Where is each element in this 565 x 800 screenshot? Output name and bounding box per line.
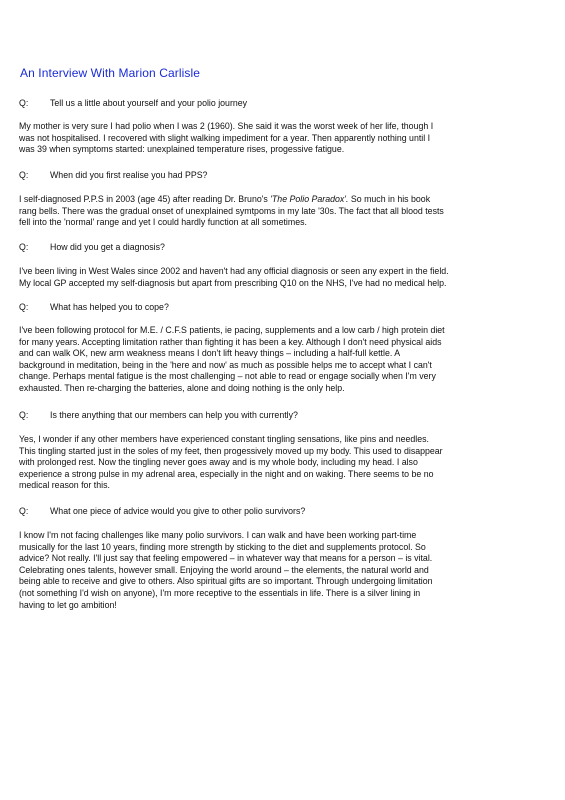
answer-5 xyxy=(19,434,549,492)
answer-line: I've been living in West Wales since 2002 and haven't had any official diagnosis or seen any expert in the field. xyxy=(19,266,449,276)
question-label: Q: xyxy=(19,98,29,108)
question-text: Is there anything that our members can help you with currently? xyxy=(50,410,298,420)
answer-line: exhausted. Then re-charging the batteries, alone and doing nothing is the only help. xyxy=(19,382,345,393)
answer-4 xyxy=(19,325,549,395)
answer-line: fell into the 'normal' range and yet I could hardly function at all sometimes. xyxy=(19,217,307,228)
answer-line: being able to receive and give to others. Also spiritual gifts are so important. Through undergoing limitation xyxy=(19,576,433,587)
question-1 xyxy=(19,98,247,109)
question-label: Q: xyxy=(19,410,29,420)
answer-line: and can walk OK, new arm weakness means I don't lift heavy things – including a half-full kettle. A xyxy=(19,348,401,359)
question-label: Q: xyxy=(19,302,29,312)
question-label: Q: xyxy=(19,506,29,516)
answer-2 xyxy=(19,194,549,229)
answer-line: medical reason for this. xyxy=(19,480,110,491)
question-text: What has helped you to cope? xyxy=(50,302,169,312)
answer-line: I know I'm not facing challenges like many polio survivors. I can walk and have been working part-time xyxy=(19,530,417,540)
answer-line: musically for the last 10 years, finding more strength by sticking to the diet and supplements protocol. So xyxy=(19,541,426,552)
answer-line: advice? Not really. I'll just say that feeling empowered – in whatever way that means for a person – is vital. xyxy=(19,553,433,564)
question-5 xyxy=(19,410,298,421)
answer-line: was not hospitalised. I recovered with slight walking impediment for a year. Then apparently nothing until I xyxy=(19,132,431,143)
question-label: Q: xyxy=(19,170,29,180)
book-title: 'The Polio Paradox'. xyxy=(270,194,349,204)
answer-line: change. Perhaps mental fatigue is the most challenging – not able to read or engage socially when I'm very xyxy=(19,371,436,382)
answer-line: Celebrating ones talents, however small. Enjoying the world around – the elements, the natural world and xyxy=(19,564,429,575)
answer-line: My mother is very sure I had polio when I was 2 (1960). She said it was the worst week of her life, though I xyxy=(19,121,434,131)
answer-line: having to let go ambition! xyxy=(19,599,117,610)
answer-line: with prolonged rest. Now the tingling never goes away and is my whole body, including my head. I also xyxy=(19,457,418,468)
answer-3 xyxy=(19,266,549,289)
question-label: Q: xyxy=(19,242,29,252)
question-3 xyxy=(19,242,165,253)
answer-line: rang bells. There was the gradual onset of unexplained symtpoms in my late '30s. The fact that all blood tests xyxy=(19,205,444,216)
page-title: An Interview With Marion Carlisle xyxy=(20,66,201,80)
answer-line: (not something I'd wish on anyone), I'm more receptive to the essentials in life. There is a silver lining in xyxy=(19,587,421,598)
answer-line: Yes, I wonder if any other members have experienced constant tingling sensations, like pins and needles. xyxy=(19,434,429,444)
answer-line-start: I self-diagnosed P.P.S in 2003 (age 45) after reading Dr. Bruno's xyxy=(19,194,271,204)
answer-6 xyxy=(19,530,549,611)
question-text: What one piece of advice would you give to other polio survivors? xyxy=(50,506,306,516)
answer-line: was 39 when symptoms started: unexplained temperature rises, progessive fatigue. xyxy=(19,144,345,155)
answer-line: for many years. Accepting limitation rather than fighting it has been a key. Although I don't need physical aids xyxy=(19,336,442,347)
answer-line: My local GP accepted my self-diagnosis but apart from prescribing Q10 on the NHS, I've had no medical help. xyxy=(19,277,447,288)
answer-1 xyxy=(19,121,549,156)
question-4 xyxy=(19,302,169,313)
question-2 xyxy=(19,170,207,181)
question-text: How did you get a diagnosis? xyxy=(50,242,165,252)
answer-line: I've been following protocol for M.E. / C.F.S patients, ie pacing, supplements and a low carb / high protein diet xyxy=(19,325,445,335)
question-6 xyxy=(19,506,305,517)
question-text: Tell us a little about yourself and your polio journey xyxy=(50,98,248,108)
answer-line: experience a strong pulse in my adrenal area, especially in the night and on waking. There seems to be no xyxy=(19,468,434,479)
answer-line: This tingling started just in the soles of my feet, then progessively moved up my body. This used to disappear xyxy=(19,445,443,456)
answer-line: background in meditation, being in the 'here and now' as much as possible helps me to accept what I can't xyxy=(19,359,432,370)
answer-line xyxy=(19,194,549,206)
question-text: When did you first realise you had PPS? xyxy=(50,170,208,180)
answer-line-end: So much in his book xyxy=(348,194,431,204)
